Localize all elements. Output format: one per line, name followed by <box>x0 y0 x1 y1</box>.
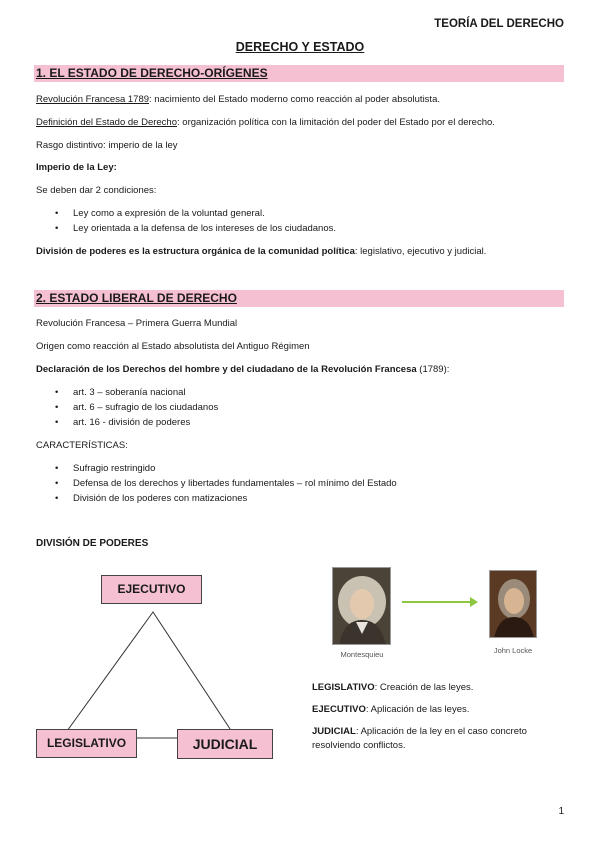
list-item: • art. 6 – sufragio de los ciudadanos <box>55 402 218 413</box>
list-item: • art. 16 - división de poderes <box>55 417 190 428</box>
rasgo-line: Rasgo distintivo: imperio de la ley <box>36 140 178 151</box>
section-2-heading: 2. ESTADO LIBERAL DE DERECHO <box>34 290 564 307</box>
arrow-icon <box>400 595 480 609</box>
def-ejecutivo: EJECUTIVO: Aplicación de las leyes. <box>312 704 470 715</box>
legislativo-box: LEGISLATIVO <box>36 729 137 758</box>
locke-portrait <box>489 570 537 638</box>
condiciones-line: Se deben dar 2 condiciones: <box>36 185 157 196</box>
montesquieu-portrait <box>332 567 391 645</box>
list-item: • Sufragio restringido <box>55 463 155 474</box>
judicial-box: JUDICIAL <box>177 729 273 759</box>
def-judicial: JUDICIAL: Aplicación de la ley en el caso concreto resolviendo conflictos. <box>312 726 527 751</box>
definicion-line: Definición del Estado de Derecho: organización política con la limitación del poder del Estado por el derecho. <box>36 117 495 128</box>
caracteristicas-heading: CARACTERÍSTICAS: <box>36 440 128 451</box>
revolucion-line: Revolución Francesa 1789: nacimiento del Estado moderno como reacción al poder absolutista. <box>36 94 440 105</box>
locke-caption: John Locke <box>493 646 533 655</box>
section-1-heading: 1. EL ESTADO DE DERECHO-ORÍGENES <box>34 65 564 82</box>
ejecutivo-box: EJECUTIVO <box>101 575 202 604</box>
division-heading: DIVISIÓN DE PODERES <box>36 538 149 549</box>
list-item: • Defensa de los derechos y libertades fundamentales – rol mínimo del Estado <box>55 478 397 489</box>
page-number: 1 <box>558 806 564 817</box>
def-legislativo: LEGISLATIVO: Creación de las leyes. <box>312 682 474 693</box>
triangle-diagram <box>40 600 240 740</box>
origen-line: Origen como reacción al Estado absolutista del Antiguo Régimen <box>36 341 310 352</box>
course-header: TEORÍA DEL DERECHO <box>434 18 564 30</box>
list-item: • Ley como a expresión de la voluntad general. <box>55 208 265 219</box>
declaracion-line: Declaración de los Derechos del hombre y del ciudadano de la Revolución Francesa (1789): <box>36 364 450 375</box>
triangle-shape <box>62 612 236 738</box>
montesquieu-caption: Montesquieu <box>340 650 384 659</box>
page-title: DERECHO Y ESTADO <box>235 40 365 54</box>
imperio-heading: Imperio de la Ley: <box>36 162 117 173</box>
periodo-line: Revolución Francesa – Primera Guerra Mundial <box>36 318 238 329</box>
list-item: • art. 3 – soberanía nacional <box>55 387 186 398</box>
list-item: • División de los poderes con matizaciones <box>55 493 247 504</box>
division-line: División de poderes es la estructura orgánica de la comunidad política: legislativo, ejecutivo y judicial. <box>36 246 487 257</box>
list-item: • Ley orientada a la defensa de los intereses de los ciudadanos. <box>55 223 336 234</box>
